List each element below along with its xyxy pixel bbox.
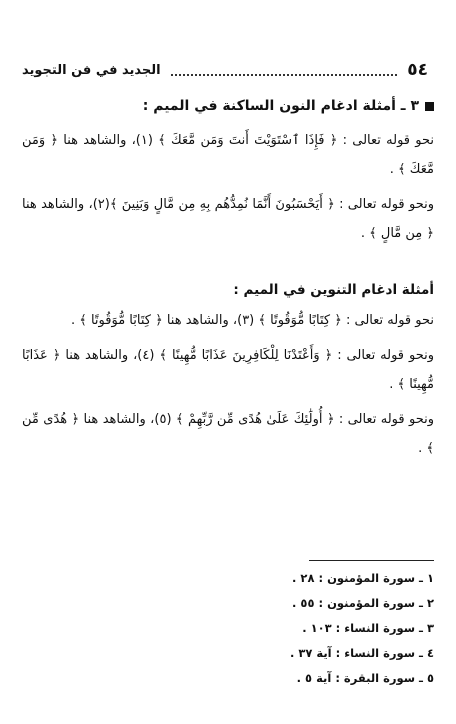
square-bullet-icon <box>425 102 434 111</box>
footnote-item: ٢ ـ سورة المؤمنون : ٥٥ . <box>292 596 434 610</box>
noon-examples-block <box>22 126 434 248</box>
header-leader-dots <box>171 68 398 76</box>
section-heading <box>22 98 434 114</box>
example-paragraph: نحو قوله تعالى : ﴿ فَإِذَا ٱسْتَوَيْتَ أَنتَ وَمَن مَّعَكَ ﴾ (١)، والشاهد هنا ﴿ وَمَن مَّعَكَ ﴾ . <box>22 133 434 177</box>
example-paragraph: ونحو قوله تعالى : ﴿ وَأَعْتَدْنَا لِلْكَافِرِينَ عَذَابًا مُّهِينًا ﴾ (٤)، والشاهد هنا ﴿ عَذَابًا مُّهِينًا ﴾ . <box>22 348 434 392</box>
page-header <box>22 58 428 82</box>
footnote-item: ٥ ـ سورة البقرة : آية ٥ . <box>296 671 434 685</box>
example-paragraph: ونحو قوله تعالى : ﴿ أُولَٰئِكَ عَلَىٰ هُدًى مِّن رَّبِّهِمْ ﴾ (٥)، والشاهد هنا ﴿ هُدًى مِّن ﴾ . <box>22 412 434 456</box>
example-paragraph: نحو قوله تعالى : ﴿ كِتَابًا مُّوَقُوتًا ﴾ (٣)، والشاهد هنا ﴿ كِتَابًا مُّوَقُوتًا ﴾ . <box>70 313 434 328</box>
tanween-examples-block <box>22 306 434 463</box>
footnote-divider <box>309 560 434 561</box>
page-number: ٥٤ <box>407 60 428 80</box>
footnotes <box>22 566 434 691</box>
book-title: الجديد في فن التجويد <box>22 62 161 78</box>
example-paragraph: ونحو قوله تعالى : ﴿ أَيَحْسَبُونَ أَنَّمَا نُمِدُّهُم بِهِ مِن مَّالٍ وَبَنِينَ ﴾(٢)، والشاهد هنا ﴿ مِن مَّالٍ ﴾ . <box>22 197 434 241</box>
footnote-item: ١ ـ سورة المؤمنون : ٢٨ . <box>292 571 434 585</box>
footnote-item: ٣ ـ سورة النساء : ١٠٣ . <box>302 621 434 635</box>
footnote-item: ٤ ـ سورة النساء : آية ٣٧ . <box>289 646 434 660</box>
section-heading-text: ٣ ـ أمثلة ادغام النون الساكنة في الميم : <box>142 98 419 114</box>
tanween-heading: أمثلة ادغام التنوين في الميم : <box>233 282 434 298</box>
